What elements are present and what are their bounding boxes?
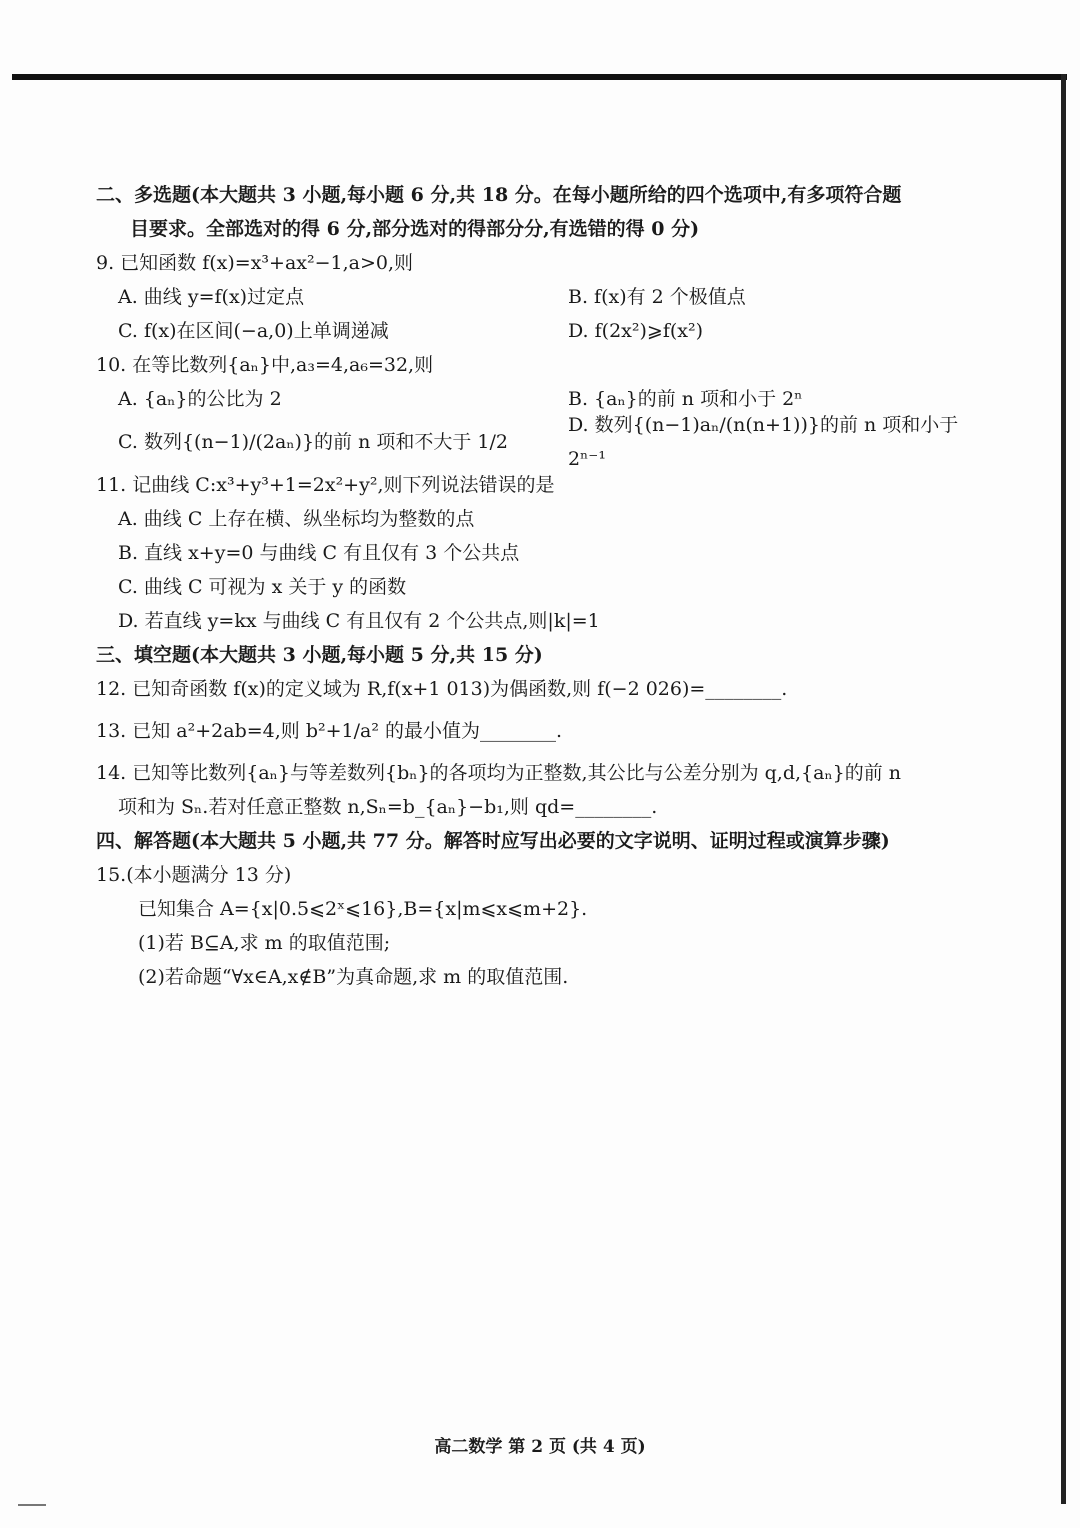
question-15-part-2: (2)若命题“∀x∈A,x∉B”为真命题,求 m 的取值范围. [138,966,569,988]
question-11-option-a: A. 曲线 C 上存在横、纵坐标均为整数的点 [118,508,475,530]
section-2-heading [96,178,996,246]
question-11-stem: 11. 记曲线 C:x³+y³+1=2x²+y²,则下列说法错误的是 [96,474,555,496]
question-15-given: 已知集合 A={x|0.5⩽2ˣ⩽16},B={x|m⩽x⩽m+2}. [138,898,588,920]
question-14 [96,756,996,824]
section-3-heading: 三、填空题(本大题共 3 小题,每小题 5 分,共 15 分) [96,644,543,666]
section-2-heading-line2: 目要求。全部选对的得 6 分,部分选对的得部分分,有选错的得 0 分) [130,218,700,240]
page-footer: 高二数学 第 2 页 (共 4 页) [434,1437,646,1457]
question-10-option-b: B. {aₙ}的前 n 项和小于 2ⁿ [568,388,803,410]
question-10 [96,348,996,468]
question-14-line2: 项和为 Sₙ.若对任意正整数 n,Sₙ=b_{aₙ}−b₁,则 qd=________. [118,796,658,818]
question-10-option-a: A. {aₙ}的公比为 2 [118,388,282,410]
question-15 [96,858,996,994]
right-border-rule [1061,74,1066,1504]
section-2-heading-line1: 二、多选题(本大题共 3 小题,每小题 6 分,共 18 分。在每小题所给的四个选项中,有多项符合题 [96,184,902,206]
question-9 [96,246,996,348]
question-9-option-b: B. f(x)有 2 个极值点 [568,286,746,308]
question-15-stem: 15.(本小题满分 13 分) [96,864,292,886]
question-9-option-a: A. 曲线 y=f(x)过定点 [118,286,305,308]
question-11-option-c: C. 曲线 C 可视为 x 关于 y 的函数 [118,576,407,598]
question-9-stem: 9. 已知函数 f(x)=x³+ax²−1,a>0,则 [96,252,414,274]
scan-mark [18,1504,46,1506]
question-15-part-1: (1)若 B⊆A,求 m 的取值范围; [138,932,391,954]
question-11-option-d: D. 若直线 y=kx 与曲线 C 有且仅有 2 个公共点,则|k|=1 [118,610,600,632]
question-10-option-c: C. 数列{(n−1)/(2aₙ)}的前 n 项和不大于 1/2 [118,431,508,453]
question-13: 13. 已知 a²+2ab=4,则 b²+1/a² 的最小值为________. [96,720,563,742]
question-11 [96,468,996,638]
question-9-option-d: D. f(2x²)⩾f(x²) [568,320,704,342]
question-12: 12. 已知奇函数 f(x)的定义域为 R,f(x+1 013)为偶函数,则 f(−2 026)=________. [96,678,788,700]
section-4-heading: 四、解答题(本大题共 5 小题,共 77 分。解答时应写出必要的文字说明、证明过程或演算步骤) [96,830,890,852]
question-14-line1: 14. 已知等比数列{aₙ}与等差数列{bₙ}的各项均为正整数,其公比与公差分别为 q,d,{aₙ}的前 n [96,762,902,784]
question-10-stem: 10. 在等比数列{aₙ}中,a₃=4,a₆=32,则 [96,354,434,376]
top-border-rule [12,74,1067,80]
exam-page-content [96,178,996,994]
question-11-option-b: B. 直线 x+y=0 与曲线 C 有且仅有 3 个公共点 [118,542,520,564]
question-10-option-d: D. 数列{(n−1)aₙ/(n(n+1))}的前 n 项和小于 2ⁿ⁻¹ [568,414,959,470]
question-9-option-c: C. f(x)在区间(−a,0)上单调递减 [118,320,389,342]
